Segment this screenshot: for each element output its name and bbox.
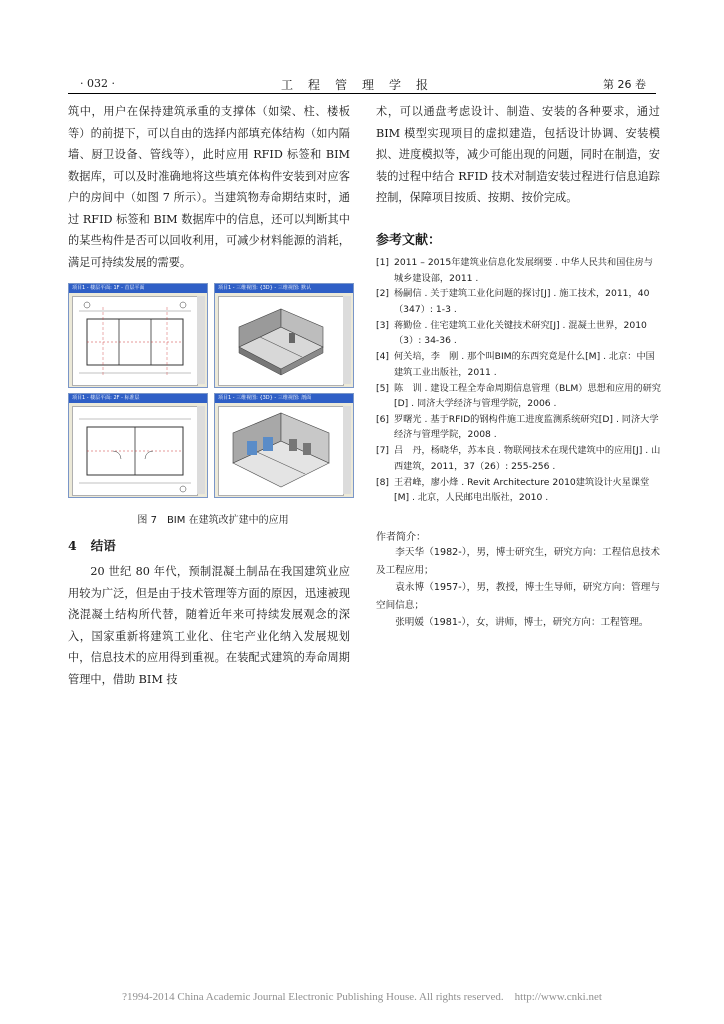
volume-label: 第 26 卷 <box>603 78 646 91</box>
figure-panel-3d-1 <box>214 283 354 388</box>
figure-panel-plan-2 <box>68 393 208 498</box>
reference-text: 2011 – 2015年建筑业信息化发展纲要 . 中华人民共和国住房与城乡建设部，2011 . <box>394 257 653 284</box>
section-number: 4 <box>68 538 77 553</box>
copyright-footer: ?1994-2014 China Academic Journal Electronic Publishing House. All rights reserved. http://www.cnki.net <box>122 991 602 1003</box>
panel-title: 项目1 - 楼层平面: 2F - 标准层 <box>69 394 207 403</box>
3d-model-drawing <box>218 296 344 386</box>
left-column-paragraph-1 <box>68 101 350 273</box>
reference-item <box>376 349 662 380</box>
header-rule <box>68 93 656 94</box>
panel-title: 项目1 - 楼层平面: 1F - 首层平面 <box>69 284 207 293</box>
right-column-paragraph <box>376 101 660 209</box>
panel-scrollbar[interactable] <box>197 406 205 494</box>
reference-item <box>376 255 662 286</box>
3d-model-drawing <box>218 406 344 496</box>
page-number: · 032 · <box>80 77 115 90</box>
journal-name: 工程管理学报 <box>280 78 443 92</box>
floor-plan-drawing <box>72 296 198 386</box>
reference-number: [4] <box>376 351 390 363</box>
figure-caption: 图 7 BIM 在建筑改扩建中的应用 <box>137 515 289 526</box>
floor-plan-drawing <box>72 406 198 496</box>
reference-item <box>376 286 662 317</box>
body-paragraph: 筑中，用户在保持建筑承重的支撑体（如梁、柱、楼板等）的前提下，可以自由的选择内部填充体结构（如内隔墙、厨卫设备、管线等），此时应用 RFID 标签和 BIM 数据库，可以及时准确地将这些填充体构件安装到对应客户的房间中（如图 7 所示）。当建筑物寿命期结束时，通过 RFID 标签和 BIM 数据库中的信息，还可以判断其中的某些构件是否可以回收利用，可减少材料能源的消耗，满足可持续发展的需要。 <box>68 105 350 269</box>
references-heading: 参考文献： <box>376 233 442 248</box>
panel-scrollbar[interactable] <box>343 406 351 494</box>
body-paragraph: 术，可以通盘考虑设计、制造、安装的各种要求，通过 BIM 模型实现项目的虚拟建造，包括设计协调、安装模拟、进度模拟等，减少可能出现的问题，同时在制造，安装的过程中结合 RFID 技术对制造安装过程进行信息追踪控制，保障项目按质、按期、按价完成。 <box>376 105 660 204</box>
plan-icon <box>73 407 197 495</box>
reference-text: 陈 训 . 建设工程全寿命周期信息管理（BLM）思想和应用的研究[D] . 同济大学经济与管理学院，2006 . <box>394 382 661 410</box>
reference-list <box>376 255 662 506</box>
reference-text: 何关培，李 刚 . 那个叫BIM的东西究竟是什么[M] . 北京：中国建筑工业出版社，2011 . <box>394 351 655 378</box>
reference-number: [1] <box>376 257 390 268</box>
reference-text: 罗曙光 . 基于RFID的钢构件施工进度监测系统研究[D] . 同济大学经济与管理学院，2008 . <box>394 413 659 441</box>
building-section-icon <box>219 407 343 495</box>
reference-number: [3] <box>376 319 390 331</box>
panel-scrollbar[interactable] <box>343 296 351 384</box>
reference-number: [7] <box>376 445 390 457</box>
running-header <box>68 74 656 94</box>
reference-item <box>376 381 662 412</box>
body-paragraph: 20 世纪 80 年代，预制混凝土制品在我国建筑业应用较为广泛，但是由于技术管理等方面的原因，迅速被现浇混凝土结构所代替，随着近年来可持续发展观念的深入，国家重新将建筑工业化、住宅产业化纳入发展规划中，信息技术的应用得到重视。在装配式建筑的寿命周期管理中，借助 BIM 技 <box>68 565 350 686</box>
reference-text: 王君峰，廖小烽 . Revit Architecture 2010建筑设计火星课堂[M] . 北京，人民邮电出版社，2010 . <box>394 476 650 504</box>
author-bio: 袁永博（1957-），男，教授，博士生导师，研究方向：管理与空间信息； <box>376 582 660 611</box>
author-bio-heading: 作者简介： <box>376 532 426 543</box>
panel-title: 项目1 - 三维视图: {3D} - 三维视图: 剖面 <box>215 394 353 403</box>
reference-number: [8] <box>376 476 390 488</box>
figure-7 <box>68 283 354 498</box>
section-title: 结语 <box>90 538 116 553</box>
reference-text: 杨嗣信 . 关于建筑工业化问题的探讨[J] . 施工技术，2011，40（347）: 1-3 . <box>394 288 650 315</box>
author-bio: 张明媛（1981-），女，讲师，博士，研究方向：工程管理。 <box>395 617 649 629</box>
building-3d-icon <box>219 297 343 385</box>
plan-icon <box>73 297 197 385</box>
section-heading <box>68 536 116 554</box>
author-bio: 李天华（1982-），男，博士研究生，研究方向：工程信息技术及工程应用； <box>376 547 660 576</box>
reference-item <box>376 412 662 443</box>
reference-item <box>376 443 662 474</box>
reference-number: [6] <box>376 413 390 425</box>
reference-text: 蒋勤俭 . 住宅建筑工业化关键技术研究[J] . 混凝土世界，2010（3）: 34-36 . <box>394 319 647 347</box>
figure-panel-plan-1 <box>68 283 208 388</box>
reference-number: [2] <box>376 288 390 300</box>
reference-number: [5] <box>376 382 390 394</box>
left-column-paragraph-2 <box>68 561 350 690</box>
panel-title: 项目1 - 三维视图: {3D} - 三维视图: 默认 <box>215 284 353 293</box>
reference-item <box>376 318 662 349</box>
reference-text: 吕 丹，杨晓华，苏本良 . 物联网技术在现代建筑中的应用[J] . 山西建筑，2011，37（26）: 255-256 . <box>394 445 661 472</box>
panel-scrollbar[interactable] <box>197 296 205 384</box>
figure-panel-3d-2 <box>214 393 354 498</box>
reference-item <box>376 475 662 506</box>
author-bio-list <box>376 544 660 632</box>
